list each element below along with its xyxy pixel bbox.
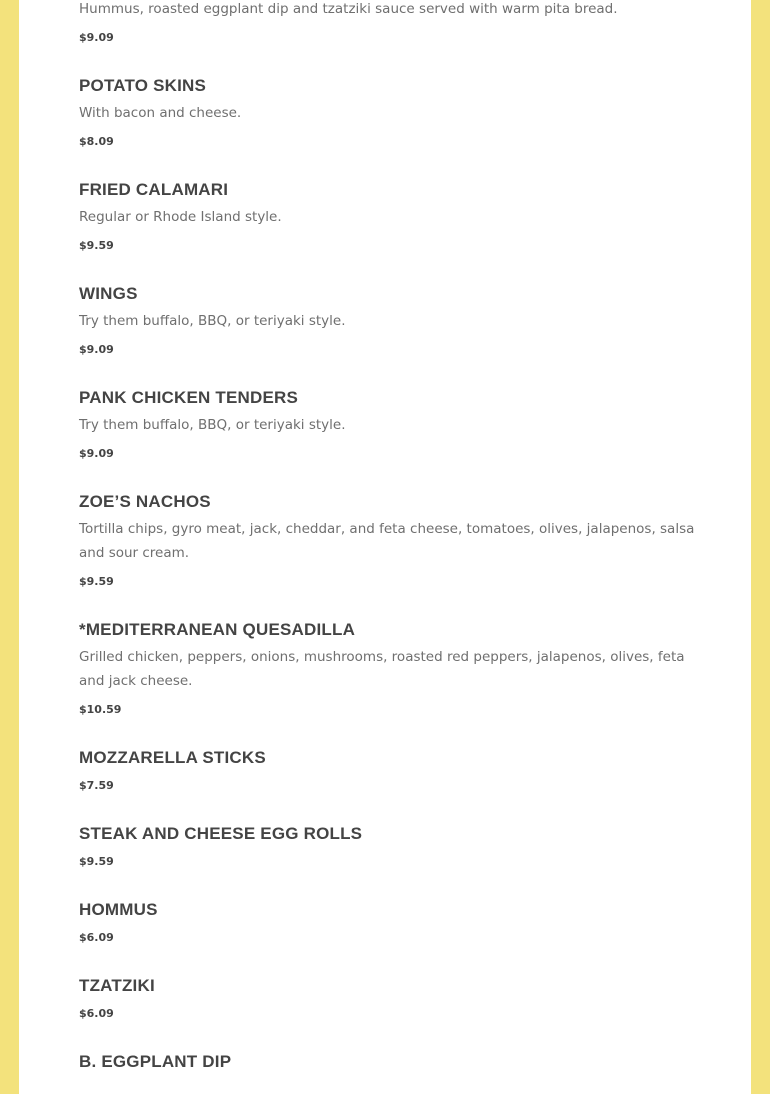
menu-item-title: POTATO SKINS [79, 76, 207, 95]
menu-item-price: $9.09 [79, 343, 114, 356]
menu-item-price: $9.09 [79, 31, 114, 44]
menu-item-price: $6.09 [79, 1007, 114, 1020]
menu-item-price: $10.59 [79, 703, 122, 716]
menu-item-mediterranean-quesadilla [79, 619, 699, 747]
menu-item-price: $8.09 [79, 135, 114, 148]
menu-item-title: HOMMUS [79, 900, 158, 919]
menu-item-mozzarella-sticks [79, 747, 699, 823]
menu-item-description: Tortilla chips, gyro meat, jack, cheddar, and feta cheese, tomatoes, olives, jalapenos, salsa and sour cream. [79, 521, 695, 561]
menu-item-mezze-platter [79, 0, 699, 75]
menu-item-description: Try them buffalo, BBQ, or teriyaki style. [79, 313, 346, 329]
menu-item-title: *MEDITERRANEAN QUESADILLA [79, 620, 356, 639]
menu-item-title: ZOE’S NACHOS [79, 492, 211, 511]
menu-item-title: PANK CHICKEN TENDERS [79, 388, 299, 407]
menu-item-pank-chicken-tenders [79, 387, 699, 491]
menu-item-eggplant-dip [79, 1051, 699, 1073]
menu-item-price: $7.59 [79, 779, 114, 792]
menu-item-title: TZATZIKI [79, 976, 155, 995]
menu-item-price: $9.59 [79, 855, 114, 868]
menu-item-fried-calamari [79, 179, 699, 283]
menu-item-price: $6.09 [79, 931, 114, 944]
menu-item-wings [79, 283, 699, 387]
menu-item-title: STEAK AND CHEESE EGG ROLLS [79, 824, 363, 843]
menu-item-title: FRIED CALAMARI [79, 180, 229, 199]
menu-item-description: Hummus, roasted eggplant dip and tzatziki sauce served with warm pita bread. [79, 1, 618, 17]
menu-item-title: B. EGGPLANT DIP [79, 1052, 232, 1071]
menu-item-steak-cheese-egg-rolls [79, 823, 699, 899]
menu-item-potato-skins [79, 75, 699, 179]
page-background-left [0, 0, 19, 1094]
menu-item-description: Try them buffalo, BBQ, or teriyaki style. [79, 417, 346, 433]
menu-item-title: MOZZARELLA STICKS [79, 748, 266, 767]
menu-item-price: $9.09 [79, 447, 114, 460]
menu-item-description: With bacon and cheese. [79, 105, 242, 121]
menu-item-tzatziki [79, 975, 699, 1051]
menu-item-description: Regular or Rhode Island style. [79, 209, 282, 225]
menu-item-price: $9.59 [79, 575, 114, 588]
menu-list [79, 0, 699, 1073]
menu-item-hommus [79, 899, 699, 975]
page-background-right [751, 0, 770, 1094]
menu-item-zoes-nachos [79, 491, 699, 619]
menu-item-price: $9.59 [79, 239, 114, 252]
menu-panel [19, 0, 751, 1094]
menu-item-description: Grilled chicken, peppers, onions, mushrooms, roasted red peppers, jalapenos, olives, feta and jack cheese. [79, 649, 685, 689]
menu-item-title: WINGS [79, 284, 138, 303]
